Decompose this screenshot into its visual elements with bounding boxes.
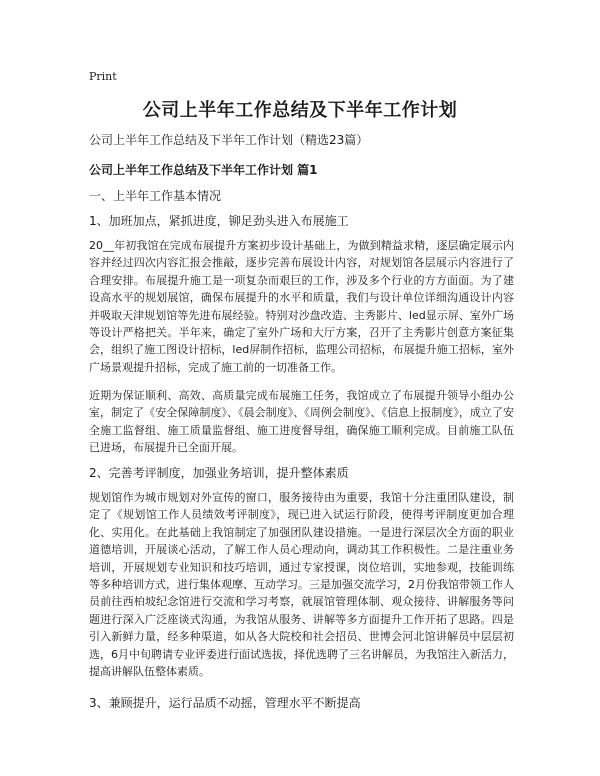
- heading-basic-situation: 一、上半年工作基本情况: [89, 189, 222, 203]
- section-title: 公司上半年工作总结及下半年工作计划 篇1: [89, 163, 318, 177]
- heading-construction: 1、加班加点，紧抓进度，铆足劲头进入布展施工: [89, 214, 349, 228]
- paragraph-1: 20__年初我馆在完成布展提升方案初步设计基础上，为做到精益求精，逐层确定展示内容并经过四次内容汇报会推敲，逐步完善布展设计内容，对规划馆各层展示内容进行了合理安排。布展提升施工是一项复杂而艰巨的工作，涉及多个行业的方方面面。为了建设高水平的规划展馆，确保布展提升的水平和质量，我们与设计单位详细沟通设计内容并吸取天津规划馆等先进布展经验。特别对沙盘改造、主秀影片、led显示屏、室外广场等设计严格把关。半年来，确定了室外广场和大厅方案，召开了主秀影片创意方案征集会，组织了施工图设计招标，led屏制作招标，监理公司招标，布展提升施工招标，室外广场景观提升招标，完成了施工前的一切准备工作。: [89, 239, 514, 374]
- print-link[interactable]: Print: [89, 70, 117, 83]
- heading-evaluation: 2、完善考评制度，加强业务培训，提升整体素质: [89, 466, 349, 480]
- paragraph-3: 规划馆作为城市规划对外宣传的窗口，服务接待由为重要，我馆十分注重团队建设，制定了《规划馆工作人员绩效考评制度》，现已进入试运行阶段，使得考评制度更加合理化、实用化。在此基础上我馆制定了加强团队建设措施。一是进行深层次全方面的职业道德培训，开展谈心活动，了解工作人员心理动向，调动其工作积极性。二是注重业务培训，开展规划专业知识和技巧培训，通过专家授课，岗位培训，实地参观，技能训练等多种培训方式，进行集体观摩、互动学习。三是加强交流学习，2月份我馆带领工作人员前往西柏坡纪念馆进行交流和学习考察，就展馆管理体制、观众接待、讲解服务等问题进行深入广泛座谈式沟通，为我馆从服务、讲解等多方面提升工作开拓了思路。四是引入新鲜力量，经多种渠道，如从各大院校和社会招员、世博会河北馆讲解员中层层初选，6月中旬聘请专业评委进行面试选拔，择优选聘了三名讲解员，为我馆注入新活力，提高讲解队伍整体素质。: [89, 491, 514, 679]
- page-title: 公司上半年工作总结及下半年工作计划: [142, 100, 458, 121]
- subtitle: 公司上半年工作总结及下半年工作计划（精选23篇）: [89, 133, 369, 147]
- heading-management: 3、兼顾提升，运行品质不动摇，管理水平不断提高: [89, 696, 361, 710]
- paragraph-2: 近期为保证顺利、高效、高质量完成布展施工任务，我馆成立了布展提升领导小组办公室，制定了《安全保障制度》、《晨会制度》、《周例会制度》、《信息上报制度》，成立了安全施工监督组、施工质量监督组、施工进度督导组，确保施工顺利完成。目前施工队伍已进场，布展提升已全面开展。: [89, 389, 514, 455]
